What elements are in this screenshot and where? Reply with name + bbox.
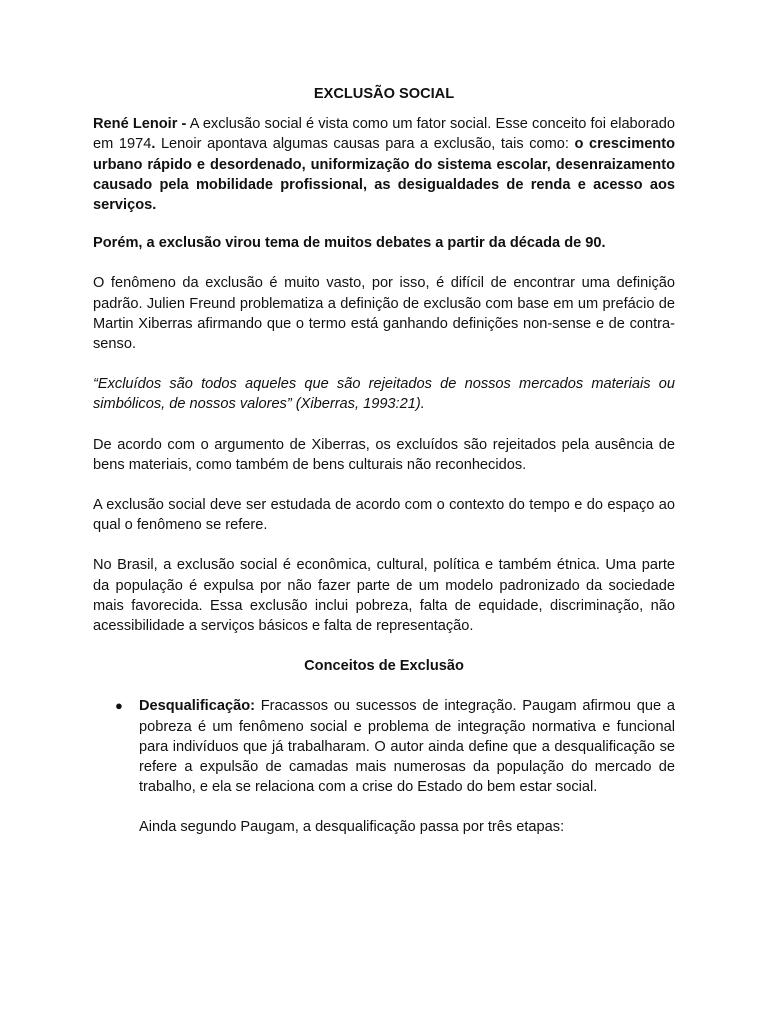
paragraph-fenomeno: O fenômeno da exclusão é muito vasto, por isso, é difícil de encontrar uma definição padrão. Julien Freund problematiza a definição de exclusão com base em um prefácio de Martin Xiberras afirmando que o termo está ganhando definições non-sense e de contra-senso. (93, 275, 675, 353)
concept-extra: Ainda segundo Paugam, a desqualificação passa por três etapas: (139, 819, 565, 836)
paragraph-quote (93, 374, 675, 414)
paragraph-debates (93, 233, 675, 253)
section-subtitle: Conceitos de Exclusão (304, 658, 464, 675)
author-name: René Lenoir - (93, 116, 187, 133)
lenoir-dot: . (151, 136, 156, 153)
paragraph-contexto: A exclusão social deve ser estudada de acordo com o contexto do tempo e do espaço ao qual o fenômeno se refere. (93, 497, 675, 534)
lenoir-causes: o crescimento urbano rápido e desordenado, uniformização do sistema escolar, desenraizamento causado pela mobilidade profissional, as desigualdades de renda e acesso aos serviços. (93, 136, 675, 214)
debates-text: Porém, a exclusão virou tema de muitos debates a partir da década de 90. (93, 235, 606, 252)
paragraph-brasil: No Brasil, a exclusão social é econômica, cultural, política e também étnica. Uma parte da população é expulsa por não fazer parte de um modelo padronizado da sociedade mais favorecida. Essa exclusão inclui pobreza, falta de equidade, discriminação, não acessibilidade a serviços básicos e falta de representação. (93, 557, 675, 635)
concept-text: Fracassos ou sucessos de integração. Paugam afirmou que a pobreza é um fenômeno social e problema de integração normativa e funcional para indivíduos que já trabalharam. O autor ainda define que a desqualificação se refere a expulsão de camadas mais numerosas da população do mercado de trabalho, e ela se relaciona com a crise do Estado do bem estar social. (139, 698, 675, 796)
concept-desqualificacao (139, 696, 675, 797)
bullet-icon: ● (115, 698, 123, 714)
quote-text: “Excluídos são todos aqueles que são rejeitados de nossos mercados materiais ou simbólicos, de nossos valores” (Xiberras, 1993:21). (93, 376, 675, 413)
lenoir-text-2: Lenoir apontava algumas causas para a exclusão, tais como: (155, 136, 575, 153)
lenoir-text-1: A exclusão social é vista como um fator social. Esse conceito foi elaborado em 1974 (93, 116, 675, 153)
document-page (93, 84, 675, 838)
paragraph-lenoir (93, 114, 675, 215)
concepts-list (93, 696, 675, 837)
document-title: EXCLUSÃO SOCIAL (313, 86, 455, 102)
concept-term: Desqualificação: (139, 698, 255, 715)
list-item (93, 696, 675, 837)
paragraph-xiberras: De acordo com o argumento de Xiberras, os excluídos são rejeitados pela ausência de bens materiais, como também de bens culturais não reconhecidos. (93, 436, 675, 473)
